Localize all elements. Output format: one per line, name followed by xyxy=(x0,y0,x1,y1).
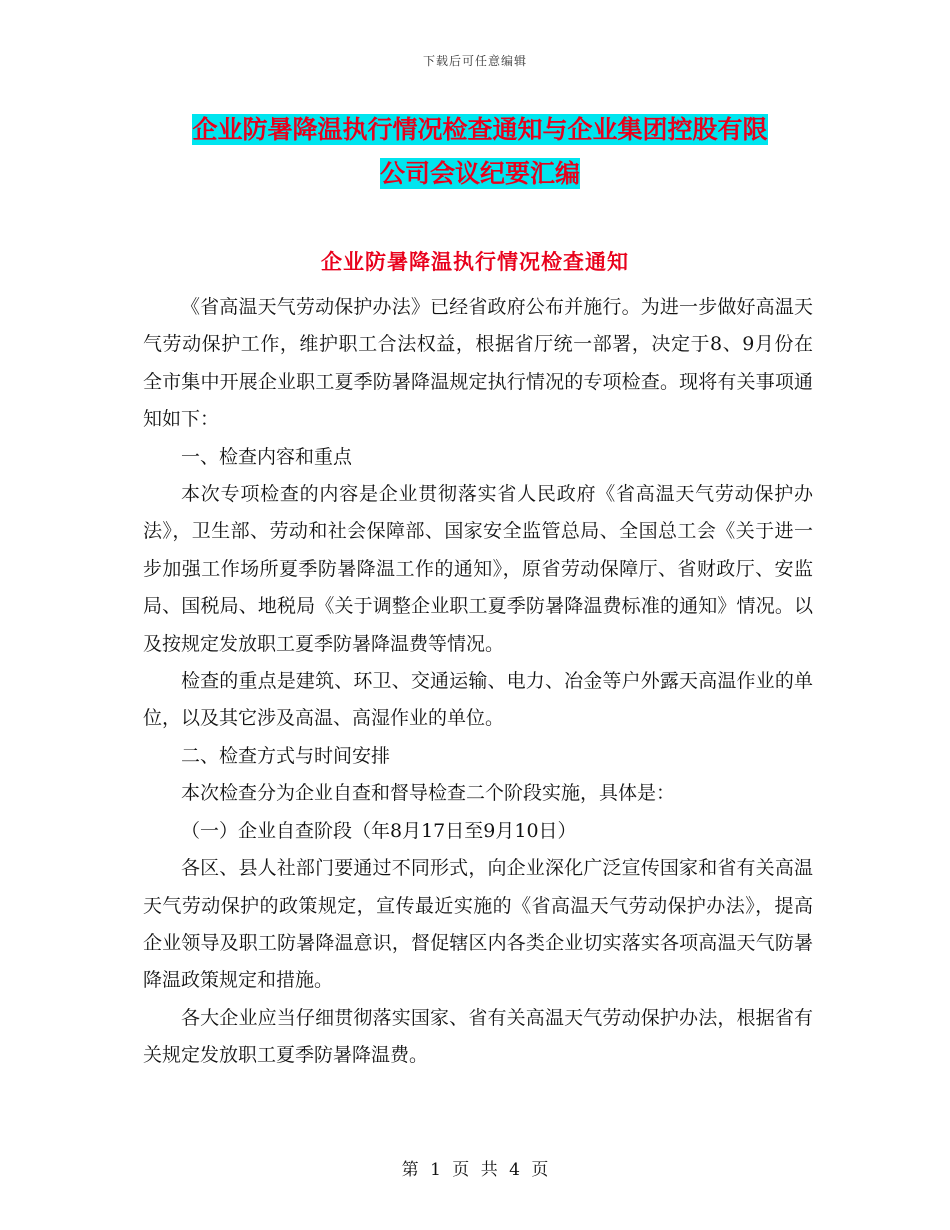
title-line-1: 企业防暑降温执行情况检查通知与企业集团控股有限 xyxy=(192,115,768,144)
paragraph: 本次检查分为企业自查和督导检查二个阶段实施，具体是： xyxy=(181,782,676,805)
paragraph: 各大企业应当仔细贯彻落实国家、省有关高温天气劳动保护办法，根据省有关规定发放职工夏季防暑降温费。 xyxy=(143,1006,813,1067)
body-text xyxy=(143,289,813,1075)
subsection-heading: （一）企业自查阶段（年8月17日至9月10日） xyxy=(181,819,577,842)
paragraph: 检查的重点是建筑、环卫、交通运输、电力、冶金等户外露天高温作业的单位，以及其它涉及高温、高湿作业的单位。 xyxy=(143,670,813,730)
document-title xyxy=(150,108,810,196)
section-heading: 一、检查内容和重点 xyxy=(181,445,353,468)
paragraph: 各区、县人社部门要通过不同形式，向企业深化广泛宣传国家和省有关高温天气劳动保护的政策规定，宣传最近实施的《省高温天气劳动保护办法》，提高企业领导及职工防暑降温意识，督促辖区内各类企业切实落实各项高温天气防暑降温政策规定和措施。 xyxy=(143,857,813,992)
paragraph: 《省高温天气劳动保护办法》已经省政府公布并施行。为进一步做好高温天气劳动保护工作，维护职工合法权益，根据省厅统一部署，决定于8、9月份在全市集中开展企业职工夏季防暑降温规定执行情况的专项检查。现将有关事项通知如下： xyxy=(143,296,813,431)
header-note: 下载后可任意编辑 xyxy=(422,54,527,68)
section-title: 企业防暑降温执行情况检查通知 xyxy=(321,250,629,274)
section-heading: 二、检查方式与时间安排 xyxy=(181,744,391,767)
paragraph: 本次专项检查的内容是企业贯彻落实省人民政府《省高温天气劳动保护办法》，卫生部、劳动和社会保障部、国家安全监管总局、全国总工会《关于进一步加强工作场所夏季防暑降温工作的通知》，原省劳动保障厅、省财政厅、安监局、国税局、地税局《关于调整企业职工夏季防暑降温费标准的通知》情况。以及按规定发放职工夏季防暑降温费等情况。 xyxy=(143,483,813,655)
title-line-2: 公司会议纪要汇编 xyxy=(379,159,580,188)
page-footer: 第 1 页 共 4 页 xyxy=(401,1160,549,1180)
